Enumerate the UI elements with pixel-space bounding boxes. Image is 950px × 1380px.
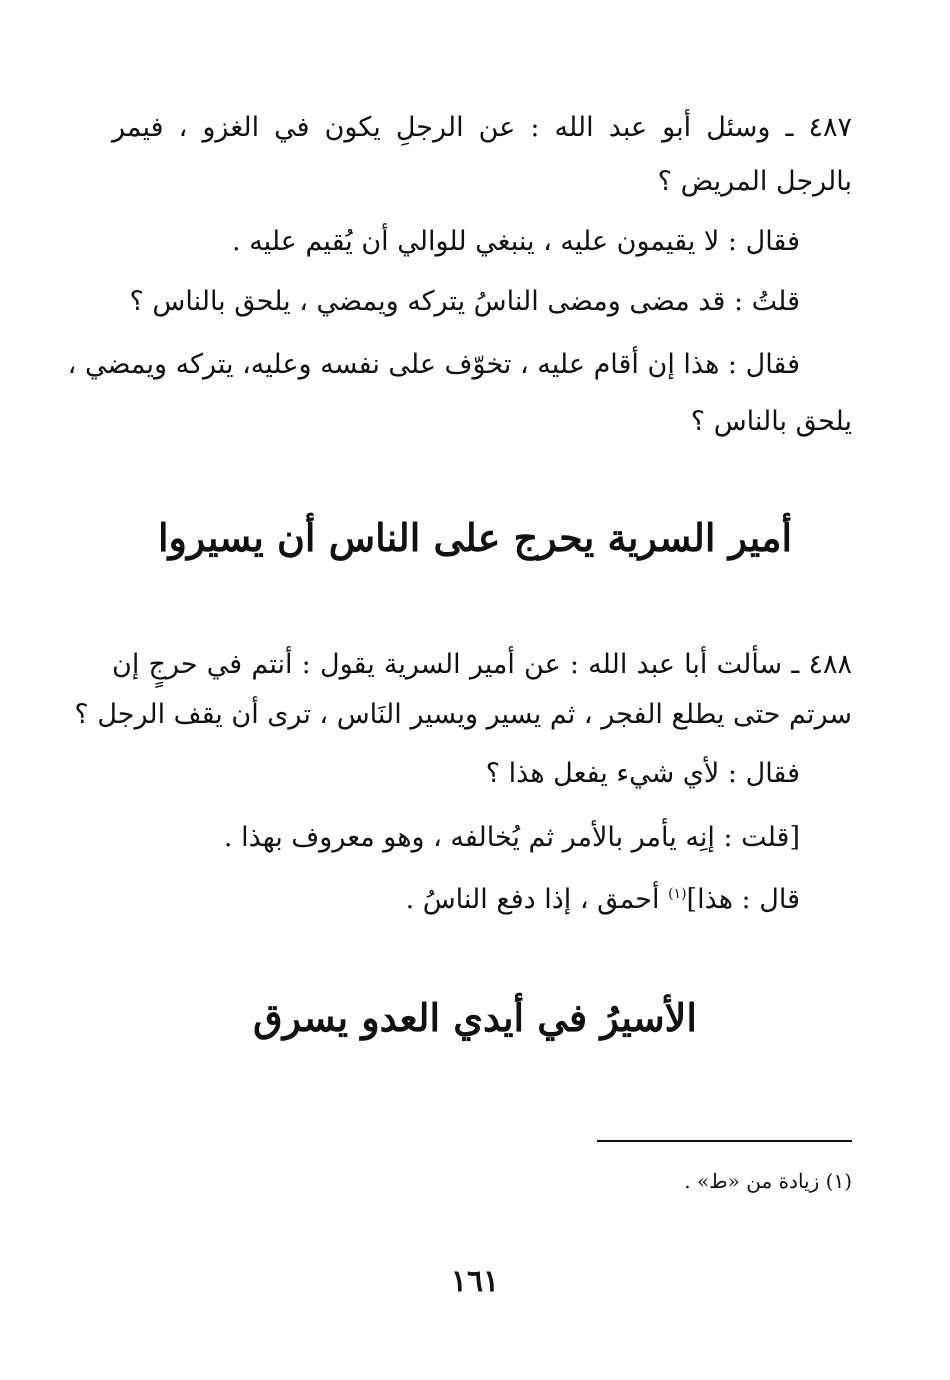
section-487-line-4: قلتُ : قد مضى ومضى الناسُ يتركه ويمضي ، يلحق بالناس ؟	[129, 286, 800, 317]
section-488-line-3: فقال : لأي شيء يفعل هذا ؟	[485, 758, 800, 789]
section-487-line-2: بالرجل المريض ؟	[657, 166, 852, 197]
heading-expedition-leader: أمير السرية يحرج على الناس أن يسيروا	[157, 515, 793, 560]
footnote-divider	[597, 1140, 852, 1142]
section-488-line-2: سرتم حتى يطلع الفجر ، ثم يسير ويسير النَاس ، ترى أن يقف الرجل ؟	[74, 699, 852, 730]
section-488-line-5	[110, 880, 800, 920]
page-number: ١٦١	[450, 1264, 500, 1299]
section-487-line-6: يلحق بالناس ؟	[690, 406, 852, 437]
footnote-marker: (١)	[668, 886, 687, 902]
section-488-line-1: ٤٨٨ ـ سألت أبا عبد الله : عن أمير السرية يقول : أنتم في حرجٍ إن	[112, 649, 852, 680]
section-488-line-4: [قلت : إنِه يأمر بالأمر ثم يُخالفه ، وهو معروف بهذا .	[223, 822, 800, 853]
section-488-line-5-end: أحمق ، إذا دفع الناسُ .	[405, 884, 669, 915]
section-487-line-1: ٤٨٧ ـ وسئل أبو عبد الله : عن الرجلِ يكون في الغزو ، فيمر	[112, 112, 852, 143]
heading-captive-steals: الأسيرُ في أيدي العدو يسرق	[253, 995, 697, 1040]
footnote-text: (١) زيادة من «ط» .	[684, 1169, 852, 1193]
section-488-line-5-start: قال : هذا]	[686, 884, 800, 915]
section-487-line-5: فقال : هذا إن أقام عليه ، تخوّف على نفسه وعليه، يتركه ويمضي ،	[67, 349, 800, 380]
section-487-line-3: فقال : لا يقيمون عليه ، ينبغي للوالي أن يُقيم عليه .	[232, 226, 800, 257]
